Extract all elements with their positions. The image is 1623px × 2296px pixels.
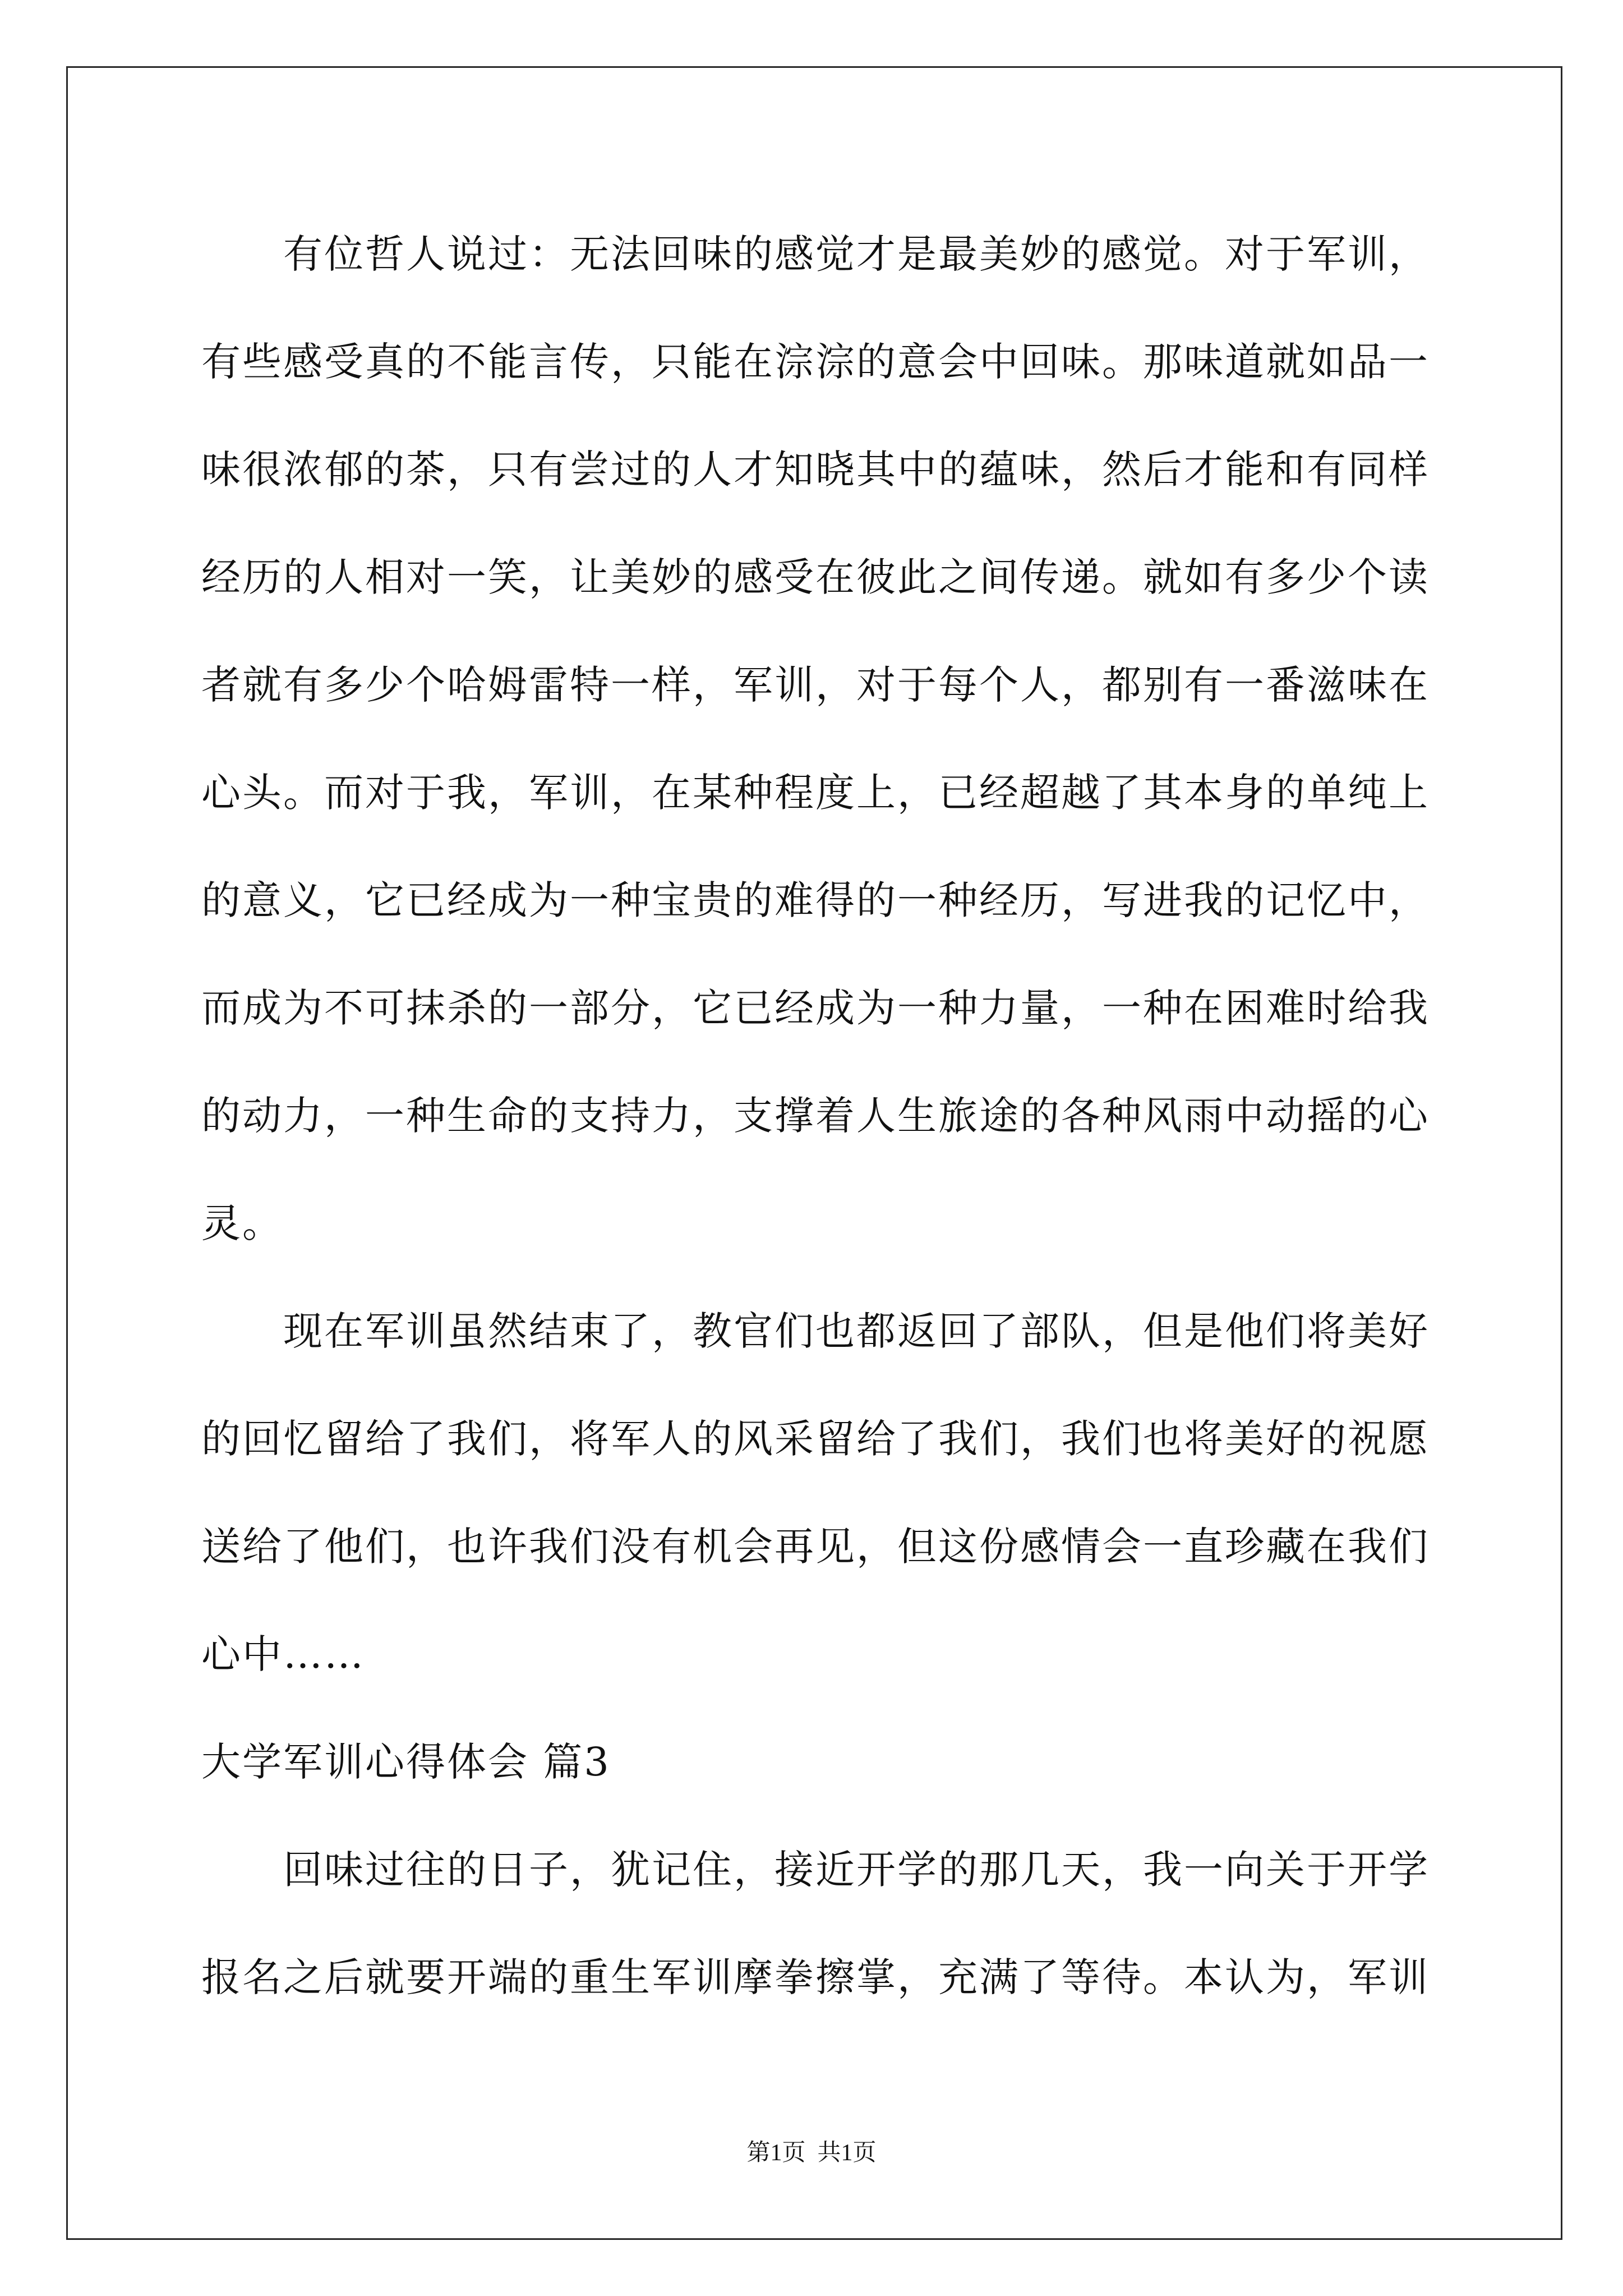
paragraph-line: 现在军训虽然结束了，教官们也都返回了部队，但是他们将美好	[283, 1308, 1430, 1354]
paragraph-line: 有些感受真的不能言传，只能在淙淙的意会中回味。那味道就如品一	[201, 339, 1430, 385]
paragraph	[201, 1277, 1502, 1708]
paragraph	[201, 1816, 1502, 2031]
paragraph-line: 灵。	[201, 1200, 283, 1246]
paragraph-line: 心头。而对于我，军训，在某种程度上，已经超越了其本身的单纯上	[201, 770, 1430, 816]
paragraph-line: 心中……	[201, 1631, 365, 1677]
paragraph	[201, 200, 1502, 1277]
paragraph-line: 报名之后就要开端的重生军训摩拳擦掌，充满了等待。本认为，军训	[201, 1954, 1430, 2000]
document-body	[201, 200, 1502, 2031]
paragraph-line: 而成为不可抹杀的一部分，它已经成为一种力量，一种在困难时给我	[201, 985, 1430, 1031]
paragraph-line: 回味过往的日子，犹记住，接近开学的那几天，我一向关于开学	[283, 1847, 1430, 1893]
paragraph-line: 送给了他们，也许我们没有机会再见，但这份感情会一直珍藏在我们	[201, 1524, 1430, 1570]
paragraph-line: 有位哲人说过：无法回味的感觉才是最美妙的感觉。对于军训，	[283, 231, 1430, 277]
section-heading: 大学军训心得体会 篇3	[201, 1739, 611, 1785]
paragraph-line: 的回忆留给了我们，将军人的风采留给了我们，我们也将美好的祝愿	[201, 1416, 1430, 1462]
paragraph-line: 味很浓郁的茶，只有尝过的人才知晓其中的蕴味，然后才能和有同样	[201, 447, 1430, 493]
paragraph-line: 者就有多少个哈姆雷特一样，军训，对于每个人，都别有一番滋味在	[201, 662, 1430, 708]
paragraph-line: 的动力，一种生命的支持力，支撑着人生旅途的各种风雨中动摇的心	[201, 1093, 1430, 1139]
paragraph-line: 经历的人相对一笑，让美妙的感受在彼此之间传递。就如有多少个读	[201, 554, 1430, 600]
paragraph-line: 的意义，它已经成为一种宝贵的难得的一种经历，写进我的记忆中，	[201, 877, 1430, 923]
page-number-footer: 第1页 共1页	[746, 2140, 877, 2166]
